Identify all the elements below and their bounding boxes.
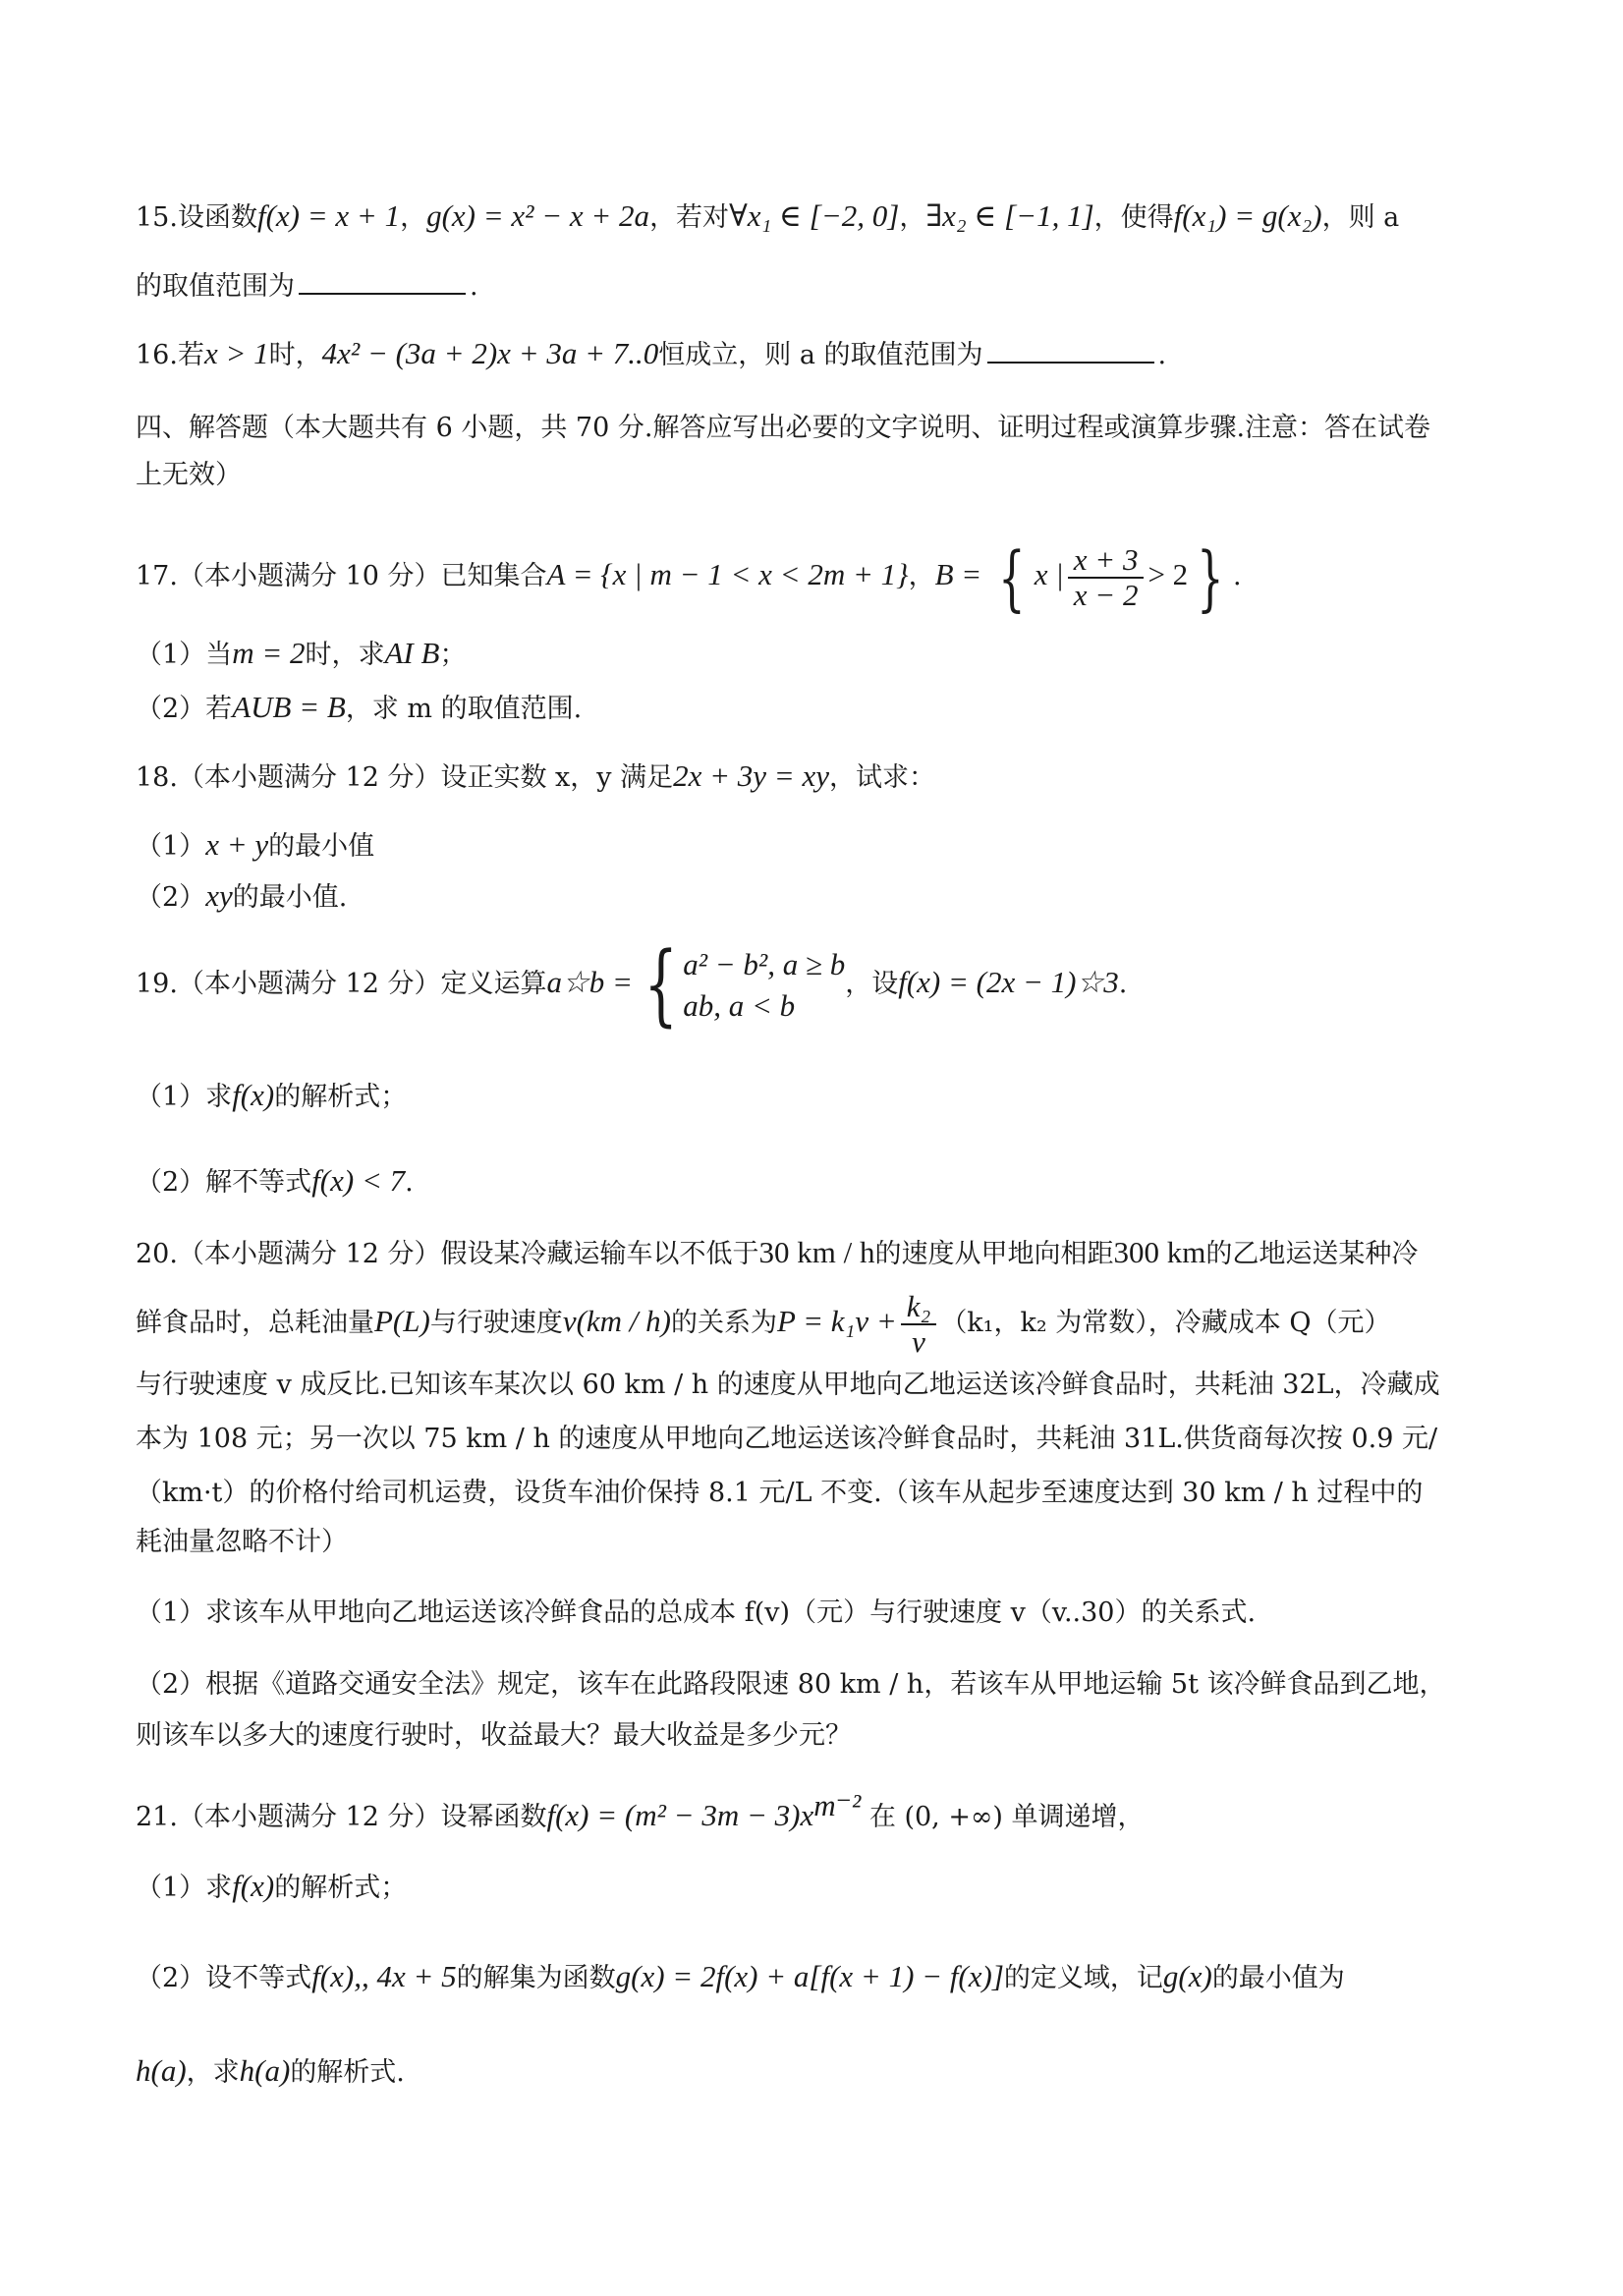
q15-exists: ∃x₂ ∈ [−1, 1] (925, 198, 1094, 233)
q15-end: ，则 a (1321, 202, 1400, 233)
q15-prefix: 15.设函数 (136, 202, 257, 233)
q20-l3: 与行驶速度 v 成反比.已知该车某次以 60 km / h 的速度从甲地向乙地运送该冷鲜食品时，共耗油 32L，冷藏成 (136, 1370, 1440, 1400)
q20-line2 (136, 1282, 1505, 1363)
q20-numerator: k₂ (901, 1290, 937, 1325)
q20-l2-pre: 鲜食品时，总耗油量 (136, 1308, 374, 1338)
q20-line6 (136, 1523, 1505, 1562)
left-brace-icon: { (998, 535, 1026, 619)
q20-p2-line1: （2）根据《道路交通安全法》规定，该车在此路段限速 80 km / h，若该车从甲地运输 5t 该冷鲜食品到乙地， (136, 1669, 1446, 1700)
q15-forall: ∀x₁ ∈ [−2, 0] (729, 198, 900, 233)
q19-fdef: f(x) = (2x − 1)☆3 (898, 965, 1119, 999)
q18-p2-rest: 的最小值. (232, 882, 348, 913)
q17-p2-rest: ，求 m 的取值范围. (345, 694, 583, 724)
q17-p2-expr: AUB = B (232, 690, 346, 724)
q21-end: 的解析式. (290, 2057, 405, 2088)
q17-p1-mid: 时，求 (305, 640, 385, 670)
q20-line3 (136, 1366, 1505, 1405)
q20-part2 (136, 1665, 1505, 1705)
q20-line4 (136, 1420, 1505, 1459)
q15-range-text: 的取值范围为 (136, 271, 295, 302)
q17-p1-end: ； (439, 640, 467, 670)
q17-prefix: 17.（本小题满分 10 分）已知集合 (136, 561, 547, 591)
q15-mid2: ，使得 (1093, 202, 1174, 233)
q21-p2-g: g(x) = 2f(x) + a[f(x + 1) − f(x)] (615, 1959, 1004, 1993)
q21-p2-end: 的最小值为 (1211, 1963, 1345, 1993)
q17-p2-pre: （2）若 (136, 694, 233, 724)
q21-part1 (136, 1867, 1505, 1908)
q20-l1-end: 的乙地运送某种冷 (1205, 1239, 1419, 1269)
q19-prefix: 19.（本小题满分 12 分）定义运算 (136, 969, 547, 999)
q17-p1-pre: （1）当 (136, 640, 233, 670)
q20-l2-mid: 与行驶速度 (429, 1308, 563, 1338)
q18-p1-pre: （1） (136, 831, 206, 862)
q18-p1-rest: 的最小值 (268, 831, 375, 862)
q17-part1 (136, 634, 1505, 675)
q20-l6: 耗油量忽略不计） (136, 1527, 348, 1557)
q21-part2 (136, 1957, 1505, 1998)
q16-prefix: 16.若 (136, 340, 204, 370)
q16-rest: 恒成立，则 a 的取值范围为 (658, 340, 983, 370)
q21-h: h(a) (136, 2053, 187, 2088)
q18-p2-pre: （2） (136, 882, 206, 913)
q17-p1-expr: AI B (384, 636, 440, 670)
q19-case2: ab, a < b (683, 987, 796, 1023)
q19-period: . (1118, 969, 1128, 999)
answer-blank[interactable] (987, 336, 1154, 364)
q16-cond: x > 1 (203, 336, 269, 370)
q19-p2-pre: （2）解不等式 (136, 1167, 312, 1198)
q20-l2-P: P(L) (374, 1304, 430, 1338)
q19-p2-expr: f(x) < 7 (311, 1163, 406, 1198)
q17-line (136, 535, 1505, 619)
q17-part2 (136, 688, 1505, 729)
q20-l5: （km·t）的价格付给司机运费，设货车油价保持 8.1 元/L 不变.（该车从起步至速度达到 30 km / h 过程中的 (136, 1478, 1424, 1508)
q20-fraction (901, 1290, 937, 1359)
q21-line (136, 1786, 1505, 1837)
q20-l4: 本为 108 元；另一次以 75 km / h 的速度从甲地向乙地运送该冷鲜食品时，共耗油 31L.供货商每次按 0.9 元/ (136, 1424, 1438, 1454)
q18-p2-expr: xy (205, 878, 233, 913)
q15-g-def: g(x) = x² − x + 2a (426, 198, 650, 233)
q17-p1-cond: m = 2 (232, 636, 306, 670)
q20-l1-v: 30 km / h (758, 1235, 875, 1269)
q20-l1-pre: 20.（本小题满分 12 分）假设某冷藏运输车以不低于 (136, 1239, 759, 1269)
q20-part1 (136, 1594, 1505, 1633)
q20-l2-v: v(km / h) (562, 1304, 671, 1338)
q19-line (136, 932, 1505, 1036)
q19-p1-pre: （1）求 (136, 1082, 233, 1112)
q16-period: . (1157, 340, 1167, 370)
q21-prefix: 21.（本小题满分 12 分）设幂函数 (136, 1802, 547, 1832)
q15-mid: ，若对 (649, 202, 730, 233)
q17-set-a: A = {x | m − 1 < x < 2m + 1} (546, 557, 909, 591)
q19-mid: ，设 (845, 969, 899, 999)
q21-p1-expr: f(x) (232, 1869, 275, 1903)
q20-p2-line2: 则该车以多大的速度行驶时，收益最大？最大收益是多少元？ (136, 1720, 852, 1751)
q18-rest: ，试求： (828, 762, 935, 793)
q21-p1-pre: （1）求 (136, 1873, 233, 1903)
q18-p1-expr: x + y (205, 827, 269, 862)
q19-part1 (136, 1076, 1505, 1117)
q17-sep: ， (908, 561, 935, 591)
q21-mid: ，求 (186, 2057, 240, 2088)
q20-l2-eq: P = k₁v + (777, 1304, 897, 1338)
q21-p2-mid2: 的定义域，记 (1003, 1963, 1163, 1993)
q20-denominator: v (912, 1323, 925, 1359)
q20-part2-line2 (136, 1716, 1505, 1756)
right-brace-icon: } (1197, 535, 1224, 619)
q21-part2-line2 (136, 2051, 1505, 2093)
q20-l1-d: 300 km (1113, 1235, 1206, 1269)
q17-period: . (1233, 561, 1242, 591)
q16-line (136, 334, 1505, 375)
section-heading-2 (136, 456, 1505, 495)
q18-eq: 2x + 3y = xy (673, 758, 829, 793)
q18-part1 (136, 825, 1505, 867)
q15-line1 (136, 196, 1505, 238)
q17-set-b-cond: > 2 (1147, 557, 1189, 591)
q21-h2: h(a) (239, 2053, 291, 2088)
q19-p1-expr: f(x) (232, 1078, 275, 1112)
q15-f-def: f(x) = x + 1 (256, 198, 401, 233)
q21-rest: 在 (0, +∞) 单调递增， (868, 1802, 1145, 1832)
q21-p2-pre: （2）设不等式 (136, 1963, 312, 1993)
q20-line5 (136, 1474, 1505, 1513)
q21-exponent: m⁻² (813, 1788, 862, 1822)
q15-period: . (470, 271, 478, 302)
section-heading-line2: 上无效） (136, 460, 242, 490)
q15-eq: f(x₁) = g(x₂) (1173, 198, 1322, 233)
q21-p2-gx: g(x) (1162, 1959, 1212, 1993)
q19-p1-rest: 的解析式； (274, 1082, 408, 1112)
section-heading-line1: 四、解答题（本大题共有 6 小题，共 70 分.解答应写出必要的文字说明、证明过程或演算步骤.注意：答在试卷 (136, 413, 1431, 443)
q20-p1: （1）求该车从甲地向乙地运送该冷鲜食品的总成本 f(v)（元）与行驶速度 v（v..30）的关系式. (136, 1597, 1257, 1628)
q15-sep2: ， (899, 202, 926, 233)
q19-p2-end: . (405, 1167, 414, 1198)
left-brace-icon: { (644, 932, 678, 1036)
q21-p2-ineq: f(x),, 4x + 5 (311, 1959, 457, 1993)
q15-line2 (136, 267, 1505, 307)
section-heading (136, 409, 1505, 448)
q19-op: a☆b = (546, 965, 633, 999)
q20-l2-rest: （k₁，k₂ 为常数），冷藏成本 Q（元） (940, 1308, 1391, 1338)
q18-part2 (136, 876, 1505, 918)
q19-part2 (136, 1161, 1505, 1203)
q20-l1-mid: 的速度从甲地向相距 (874, 1239, 1114, 1269)
q21-p2-mid: 的解集为函数 (456, 1963, 616, 1993)
q17-set-b: B = (934, 557, 989, 591)
q19-case1: a² − b², a ≥ b (683, 946, 846, 981)
q17-set-b-x: x | (1034, 557, 1064, 591)
q21-p1-rest: 的解析式； (274, 1873, 408, 1903)
q21-fdef: f(x) = (m² − 3m − 3)x (546, 1798, 814, 1832)
q17-denominator: x − 2 (1073, 577, 1139, 612)
q15-sep: ， (400, 202, 427, 233)
q18-line (136, 756, 1505, 798)
q20-line1 (136, 1233, 1505, 1274)
answer-blank[interactable] (299, 267, 466, 295)
q19-cases (683, 944, 845, 1027)
q16-ineq: 4x² − (3a + 2)x + 3a + 7..0 (321, 336, 659, 370)
q18-prefix: 18.（本小题满分 12 分）设正实数 x，y 满足 (136, 762, 674, 793)
q17-numerator: x + 3 (1068, 543, 1145, 579)
q16-mid: 时， (268, 340, 322, 370)
q17-fraction (1068, 543, 1145, 612)
q20-l2-mid2: 的关系为 (671, 1308, 777, 1338)
